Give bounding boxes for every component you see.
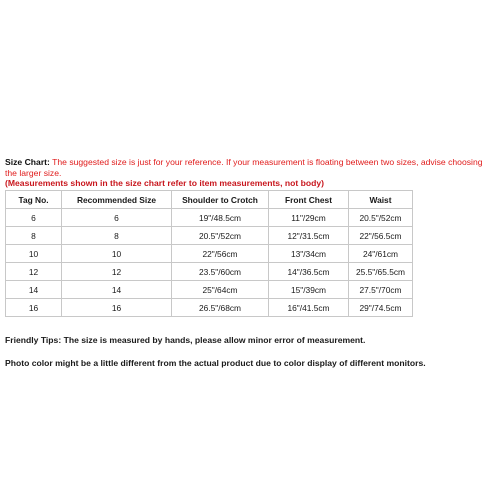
cell-tag-no: 12 bbox=[6, 263, 62, 281]
size-advice-text: The suggested size is just for your reference. If your measurement is floating between two sizes, advise choosing the larger size. bbox=[5, 157, 483, 178]
cell-front-chest: 11"/29cm bbox=[269, 209, 349, 227]
column-header-tag-no: Tag No. bbox=[6, 191, 62, 209]
cell-tag-no: 8 bbox=[6, 227, 62, 245]
table-row bbox=[6, 299, 413, 317]
cell-waist: 20.5"/52cm bbox=[349, 209, 413, 227]
cell-shoulder-to-crotch: 23.5"/60cm bbox=[172, 263, 269, 281]
cell-shoulder-to-crotch: 22"/56cm bbox=[172, 245, 269, 263]
column-header-front-chest: Front Chest bbox=[269, 191, 349, 209]
cell-recommended-size: 12 bbox=[62, 263, 172, 281]
cell-waist: 25.5"/65.5cm bbox=[349, 263, 413, 281]
column-header-recommended-size: Recommended Size bbox=[62, 191, 172, 209]
cell-waist: 22"/56.5cm bbox=[349, 227, 413, 245]
cell-tag-no: 14 bbox=[6, 281, 62, 299]
cell-shoulder-to-crotch: 20.5"/52cm bbox=[172, 227, 269, 245]
cell-recommended-size: 10 bbox=[62, 245, 172, 263]
cell-shoulder-to-crotch: 19"/48.5cm bbox=[172, 209, 269, 227]
cell-recommended-size: 16 bbox=[62, 299, 172, 317]
cell-recommended-size: 8 bbox=[62, 227, 172, 245]
table-row bbox=[6, 227, 413, 245]
cell-waist: 24"/61cm bbox=[349, 245, 413, 263]
table-row bbox=[6, 209, 413, 227]
size-chart-label: Size Chart: bbox=[5, 157, 50, 167]
cell-tag-no: 16 bbox=[6, 299, 62, 317]
column-header-waist: Waist bbox=[349, 191, 413, 209]
cell-shoulder-to-crotch: 25"/64cm bbox=[172, 281, 269, 299]
cell-recommended-size: 6 bbox=[62, 209, 172, 227]
table-row bbox=[6, 281, 413, 299]
cell-shoulder-to-crotch: 26.5"/68cm bbox=[172, 299, 269, 317]
table-row bbox=[6, 245, 413, 263]
cell-front-chest: 12"/31.5cm bbox=[269, 227, 349, 245]
measurement-note: (Measurements shown in the size chart refer to item measurements, not body) bbox=[5, 178, 324, 188]
size-chart-intro bbox=[5, 157, 495, 178]
size-table bbox=[5, 190, 413, 317]
cell-tag-no: 6 bbox=[6, 209, 62, 227]
photo-color-tip: Photo color might be a little different from the actual product due to color display of different monitors. bbox=[5, 358, 426, 368]
cell-front-chest: 16"/41.5cm bbox=[269, 299, 349, 317]
table-header-row bbox=[6, 191, 413, 209]
cell-front-chest: 15"/39cm bbox=[269, 281, 349, 299]
table-row bbox=[6, 263, 413, 281]
cell-tag-no: 10 bbox=[6, 245, 62, 263]
cell-front-chest: 14"/36.5cm bbox=[269, 263, 349, 281]
cell-front-chest: 13"/34cm bbox=[269, 245, 349, 263]
cell-recommended-size: 14 bbox=[62, 281, 172, 299]
cell-waist: 29"/74.5cm bbox=[349, 299, 413, 317]
column-header-shoulder-to-crotch: Shoulder to Crotch bbox=[172, 191, 269, 209]
friendly-tips: Friendly Tips: The size is measured by hands, please allow minor error of measurement. bbox=[5, 335, 366, 345]
size-chart-document bbox=[5, 157, 495, 369]
cell-waist: 27.5"/70cm bbox=[349, 281, 413, 299]
